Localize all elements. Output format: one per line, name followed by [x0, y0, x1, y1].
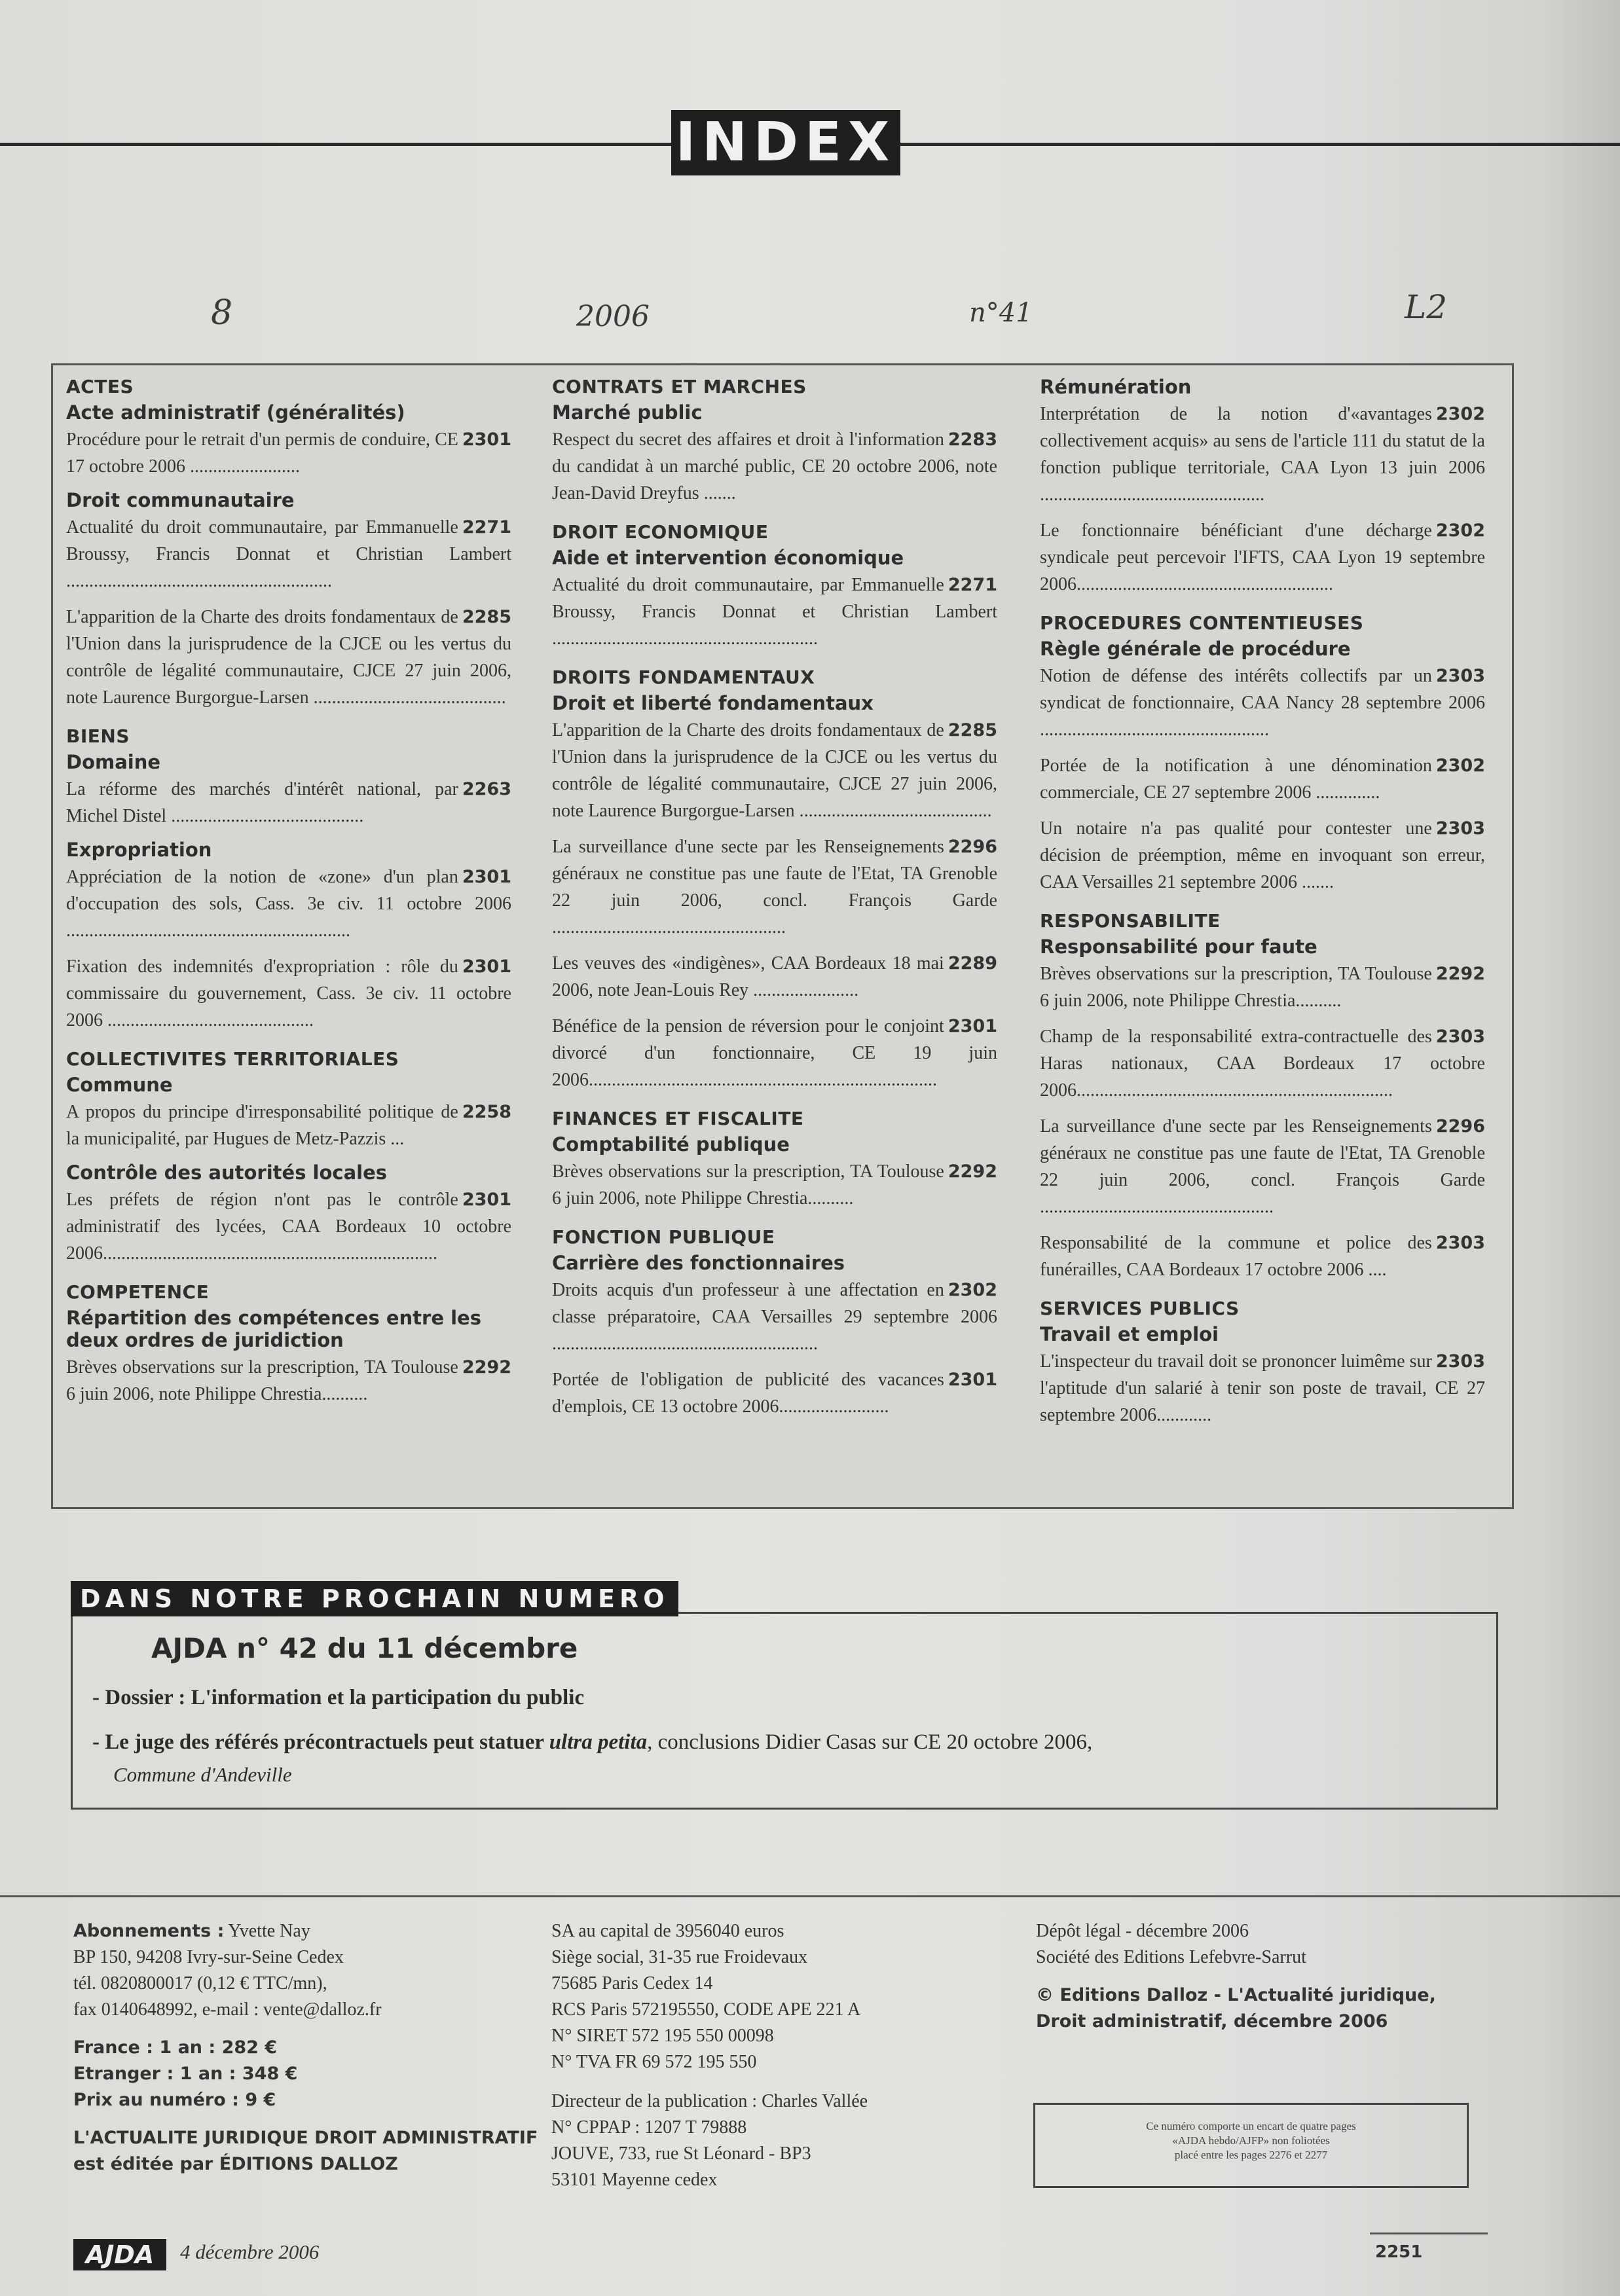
company-line-9: JOUVE, 733, rue St Léonard - BP3: [551, 2143, 811, 2164]
index-entry-page: 2292: [462, 1357, 511, 1377]
legal-line-1: Dépôt légal - décembre 2006: [1036, 1921, 1249, 1941]
index-entry-page: 2285: [948, 720, 997, 740]
price-issue: Prix au numéro : 9 €: [73, 2090, 276, 2110]
index-entry: [1040, 752, 1485, 806]
subsection-heading: Travail et emploi: [1040, 1323, 1219, 1345]
index-entry: [66, 604, 511, 711]
index-entry-page: 2302: [1435, 756, 1485, 776]
index-entry-page: 2289: [948, 953, 997, 974]
section-heading: FINANCES ET FISCALITE: [552, 1108, 804, 1129]
index-entry-text: La surveillance d'une secte par les Renseignements généraux ne constitue pas une faute de l'Etat, TA Grenoble 22 juin 2006, concl. François Garde ...................................................: [1040, 1116, 1485, 1217]
insert-notice-line-2: «AJDA hebdo/AJFP» non foliotées: [1172, 2134, 1330, 2147]
subsection-heading: Règle générale de procédure: [1040, 638, 1351, 660]
company-line-7: Directeur de la publication : Charles Vallée: [551, 2091, 868, 2111]
section-heading: CONTRATS ET MARCHES: [552, 376, 807, 397]
index-entry-text: Bénéfice de la pension de réversion pour le conjoint divorcé d'un fonctionnaire, CE 19 juin 2006............................................................................: [552, 1016, 997, 1090]
handwritten-note-l2: L2: [1405, 288, 1448, 326]
next-issue-item-dossier-text: - Dossier : L'information et la participation du public: [92, 1686, 585, 1709]
index-entry: [66, 1186, 511, 1267]
index-box: [51, 363, 1514, 1509]
index-entry-text: Les préfets de région n'ont pas le contrôle administratif des lycées, CAA Bordeaux 10 octobre 2006.........................................................................: [66, 1190, 511, 1264]
publisher-line-1: L'ACTUALITE JURIDIQUE DROIT ADMINISTRATIF: [73, 2128, 538, 2148]
index-entry: [1040, 960, 1485, 1014]
index-entry-page: 2301: [462, 429, 511, 450]
company-line-2: Siège social, 31-35 rue Froidevaux: [551, 1947, 808, 1967]
copyright-line-1: © Editions Dalloz - L'Actualité juridique,: [1036, 1985, 1436, 2005]
subsection-heading: Domaine: [66, 751, 161, 773]
index-entry-page: 2285: [462, 607, 511, 627]
index-entry-page: 2303: [1435, 818, 1485, 839]
handwritten-note-issue: n°41: [969, 298, 1033, 328]
company-line-5: N° SIRET 572 195 550 00098: [551, 2026, 774, 2046]
index-entry: [552, 833, 997, 941]
legal-line-2: Société des Editions Lefebvre-Sarrut: [1036, 1947, 1306, 1967]
subsection-heading: Carrière des fonctionnaires: [552, 1252, 845, 1274]
index-entry: [1040, 663, 1485, 743]
index-entry-text: La réforme des marchés d'intérêt national, par Michel Distel ..........................................: [66, 779, 458, 826]
next-issue-item-juge-bold: - Le juge des référés précontractuels peut statuer: [92, 1730, 549, 1754]
next-issue-tab: DANS NOTRE PROCHAIN NUMERO: [71, 1581, 678, 1616]
index-entry: [552, 950, 997, 1004]
index-entry-page: 2296: [1435, 1116, 1485, 1137]
footer-legal: [1036, 1918, 1507, 2035]
index-entry-page: 2271: [462, 517, 511, 538]
subscriptions-address-3: fax 0140648992, e-mail : vente@dalloz.fr: [73, 1999, 382, 2020]
index-entry-text: Un notaire n'a pas qualité pour contester une décision de préemption, même en invoquant son erreur, CAA Versailles 21 septembre 2006 .......: [1040, 818, 1485, 892]
copyright-line-2: Droit administratif, décembre 2006: [1036, 2011, 1388, 2032]
company-line-8: N° CPPAP : 1207 T 79888: [551, 2117, 747, 2138]
index-entry-page: 2292: [1435, 964, 1485, 984]
index-entry: [66, 953, 511, 1034]
index-entry: [66, 864, 511, 944]
index-entry-text: Respect du secret des affaires et droit à l'information du candidat à un marché public, CE 20 octobre 2006, note Jean-David Dreyfus .......: [552, 429, 997, 503]
subsection-heading: Droit et liberté fondamentaux: [552, 692, 874, 714]
index-entry-page: 2263: [462, 779, 511, 799]
subsection-heading: Acte administratif (généralités): [66, 401, 405, 424]
price-etranger: Etranger : 1 an : 348 €: [73, 2064, 298, 2084]
index-entry-text: Les veuves des «indigènes», CAA Bordeaux 18 mai 2006, note Jean-Louis Rey .......................: [552, 953, 944, 1000]
index-entry-page: 2302: [1435, 404, 1485, 424]
publisher-line-2: est éditée par ÉDITIONS DALLOZ: [73, 2154, 398, 2174]
index-entry-page: 2292: [948, 1161, 997, 1182]
next-issue-item-dossier: [92, 1686, 584, 1710]
index-entry-page: 2303: [1435, 1233, 1485, 1253]
index-column-2: [552, 376, 997, 1429]
page-number-rule: [1370, 2232, 1488, 2234]
handwritten-note-year: 2006: [576, 300, 650, 333]
issue-date: 4 décembre 2006: [180, 2240, 320, 2263]
index-entry-text: Actualité du droit communautaire, par Emmanuelle Broussy, Francis Donnat et Christian Lambert ..........................................................: [552, 575, 997, 649]
index-entry: [66, 514, 511, 594]
section-heading: DROIT ECONOMIQUE: [552, 521, 769, 543]
ajda-logo: AJDA: [73, 2239, 166, 2270]
section-heading: FONCTION PUBLIQUE: [552, 1226, 775, 1248]
index-entry-page: 2301: [462, 957, 511, 977]
next-issue-item-juge-italic: ultra petita: [549, 1730, 648, 1754]
company-line-10: 53101 Mayenne cedex: [551, 2170, 718, 2190]
price-france: France : 1 an : 282 €: [73, 2037, 278, 2058]
page-edge-shadow: [1541, 0, 1620, 2296]
index-column-1: [66, 376, 511, 1417]
index-entry-text: Brèves observations sur la prescription, TA Toulouse 6 juin 2006, note Philippe Chrestia..........: [66, 1357, 458, 1404]
index-entry-text: Portée de l'obligation de publicité des vacances d'emplois, CE 13 octobre 2006........................: [552, 1370, 944, 1417]
index-entry-page: 2271: [948, 575, 997, 595]
section-heading: SERVICES PUBLICS: [1040, 1298, 1240, 1319]
subsection-heading: Comptabilité publique: [552, 1133, 790, 1156]
subsection-heading: Responsabilité pour faute: [1040, 936, 1317, 958]
section-heading: COMPETENCE: [66, 1281, 210, 1303]
index-entry-text: Champ de la responsabilité extra-contractuelle des Haras nationaux, CAA Bordeaux 17 octobre 2006.....................................................................: [1040, 1027, 1485, 1101]
subsection-heading: Répartition des compétences entre les deux ordres de juridiction: [66, 1307, 481, 1351]
index-entry-page: 2283: [948, 429, 997, 450]
index-entry-page: 2301: [948, 1016, 997, 1036]
subscriptions-address-2: tél. 0820800017 (0,12 € TTC/mn),: [73, 1973, 327, 1994]
index-entry-page: 2301: [948, 1370, 997, 1390]
insert-notice-box: [1033, 2103, 1469, 2188]
index-entry: [1040, 1023, 1485, 1104]
index-entry-text: L'apparition de la Charte des droits fondamentaux de l'Union dans la jurisprudence de la CJCE ou les vertus du contrôle de légalité communautaire, CJCE 27 juin 2006, note Laurence Burgorgue-Larsen ..........................................: [552, 720, 997, 821]
index-entry-text: Actualité du droit communautaire, par Emmanuelle Broussy, Francis Donnat et Christian Lambert ..........................................................: [66, 517, 511, 591]
index-entry-page: 2303: [1435, 1027, 1485, 1047]
footer-company: [551, 1918, 1010, 2193]
index-entry-text: L'inspecteur du travail doit se prononcer luimême sur l'aptitude d'un salarié à tenir son poste de travail, CE 27 septembre 2006............: [1040, 1351, 1485, 1425]
index-entry-page: 2303: [1435, 666, 1485, 686]
section-heading: ACTES: [66, 376, 134, 397]
subsection-heading: Contrôle des autorités locales: [66, 1161, 388, 1184]
next-issue-item-juge: [92, 1730, 1092, 1755]
index-entry: [552, 1158, 997, 1212]
index-entry: [552, 426, 997, 507]
index-entry: [66, 1099, 511, 1152]
subsection-heading: Commune: [66, 1074, 173, 1096]
company-line-1: SA au capital de 3956040 euros: [551, 1921, 784, 1941]
index-entry-text: Portée de la notification à une dénomination commerciale, CE 27 septembre 2006 ..............: [1040, 756, 1432, 803]
index-entry-text: La surveillance d'une secte par les Renseignements généraux ne constitue pas une faute de l'Etat, TA Grenoble 22 juin 2006, concl. François Garde ...................................................: [552, 837, 997, 938]
index-entry: [1040, 815, 1485, 896]
index-entry-text: Brèves observations sur la prescription, TA Toulouse 6 juin 2006, note Philippe Chrestia..........: [552, 1161, 944, 1209]
footer-rule: [0, 1895, 1620, 1897]
next-issue-box: [71, 1612, 1498, 1810]
index-column-3: [1040, 376, 1485, 1438]
footer-subscriptions: [73, 1918, 545, 2178]
index-entry: [552, 572, 997, 652]
company-line-6: N° TVA FR 69 572 195 550: [551, 2052, 757, 2072]
index-entry-page: 2296: [948, 837, 997, 857]
company-line-3: 75685 Paris Cedex 14: [551, 1973, 713, 1994]
subsection-heading: Expropriation: [66, 839, 212, 861]
subsection-heading: Aide et intervention économique: [552, 547, 904, 569]
index-entry: [66, 426, 511, 480]
index-entry: [552, 1277, 997, 1357]
page-number: 2251: [1375, 2242, 1423, 2262]
index-entry-text: Procédure pour le retrait d'un permis de conduire, CE 17 octobre 2006 ........................: [66, 429, 458, 477]
index-entry: [66, 776, 511, 829]
index-entry-text: L'apparition de la Charte des droits fondamentaux de l'Union dans la jurisprudence de la CJCE ou les vertus du contrôle de légalité communautaire, CJCE 27 juin 2006, note Laurence Burgorgue-Larsen ..........................................: [66, 607, 511, 708]
subscriptions-address-1: BP 150, 94208 Ivry-sur-Seine Cedex: [73, 1947, 344, 1967]
section-heading: PROCEDURES CONTENTIEUSES: [1040, 612, 1364, 634]
subsection-heading: Droit communautaire: [66, 489, 295, 511]
index-entry-text: Le fonctionnaire bénéficiant d'une décharge syndicale peut percevoir l'IFTS, CAA Lyon 19 septembre 2006........................................................: [1040, 520, 1485, 594]
index-entry: [552, 717, 997, 824]
index-title: INDEX: [671, 110, 900, 175]
index-entry-text: Notion de défense des intérêts collectifs par un syndicat de fonctionnaire, CAA Nancy 28 septembre 2006 ..................................................: [1040, 666, 1485, 740]
index-entry-page: 2302: [948, 1280, 997, 1300]
index-entry: [1040, 1230, 1485, 1283]
next-issue-item-commune: Commune d'Andeville: [113, 1763, 292, 1786]
index-entry: [66, 1354, 511, 1408]
section-heading: COLLECTIVITES TERRITORIALES: [66, 1048, 399, 1070]
index-entry-text: Interprétation de la notion d'«avantages collectivement acquis» au sens de l'article 111 du statut de la fonction publique territoriale, CAA Lyon 13 juin 2006 .................................................: [1040, 404, 1485, 505]
index-entry-text: Appréciation de la notion de «zone» d'un plan d'occupation des sols, Cass. 3e civ. 11 octobre 2006 ..............................................................: [66, 867, 511, 941]
section-heading: RESPONSABILITE: [1040, 910, 1221, 932]
insert-notice-line-3: placé entre les pages 2276 et 2277: [1174, 2149, 1328, 2161]
index-entry-page: 2303: [1435, 1351, 1485, 1372]
index-entry-page: 2301: [462, 867, 511, 887]
index-entry-page: 2301: [462, 1190, 511, 1210]
next-issue-item-juge-rest: , conclusions Didier Casas sur CE 20 octobre 2006,: [647, 1730, 1093, 1754]
index-entry-text: Brèves observations sur la prescription, TA Toulouse 6 juin 2006, note Philippe Chrestia..........: [1040, 964, 1432, 1011]
index-entry-text: Droits acquis d'un professeur à une affectation en classe préparatoire, CAA Versailles 29 septembre 2006 ..........................................................: [552, 1280, 997, 1354]
index-entry-text: A propos du principe d'irresponsabilité politique de la municipalité, par Hugues de Metz-Pazzis ...: [66, 1102, 458, 1149]
index-entry: [552, 1013, 997, 1093]
subsection-heading: Marché public: [552, 401, 703, 424]
subscriptions-name: Yvette Nay: [224, 1921, 310, 1941]
company-line-4: RCS Paris 572195550, CODE APE 221 A: [551, 1999, 861, 2020]
subsection-heading: Rémunération: [1040, 376, 1192, 398]
handwritten-note-8: 8: [211, 293, 233, 333]
index-entry-text: Fixation des indemnités d'expropriation : rôle du commissaire du gouvernement, Cass. 3e civ. 11 octobre 2006 .............................................: [66, 957, 511, 1030]
section-heading: DROITS FONDAMENTAUX: [552, 666, 815, 688]
next-issue-title: AJDA n° 42 du 11 décembre: [151, 1632, 578, 1664]
index-entry: [1040, 1113, 1485, 1220]
index-entry: [1040, 401, 1485, 508]
index-entry: [1040, 517, 1485, 598]
index-entry: [552, 1366, 997, 1420]
section-heading: BIENS: [66, 725, 130, 747]
index-entry-text: Responsabilité de la commune et police des funérailles, CAA Bordeaux 17 octobre 2006 ....: [1040, 1233, 1432, 1280]
insert-notice-line-1: Ce numéro comporte un encart de quatre pages: [1146, 2120, 1356, 2132]
index-entry: [1040, 1348, 1485, 1429]
index-entry-page: 2258: [462, 1102, 511, 1122]
subscriptions-label: Abonnements :: [73, 1921, 225, 1941]
index-entry-page: 2302: [1435, 520, 1485, 541]
